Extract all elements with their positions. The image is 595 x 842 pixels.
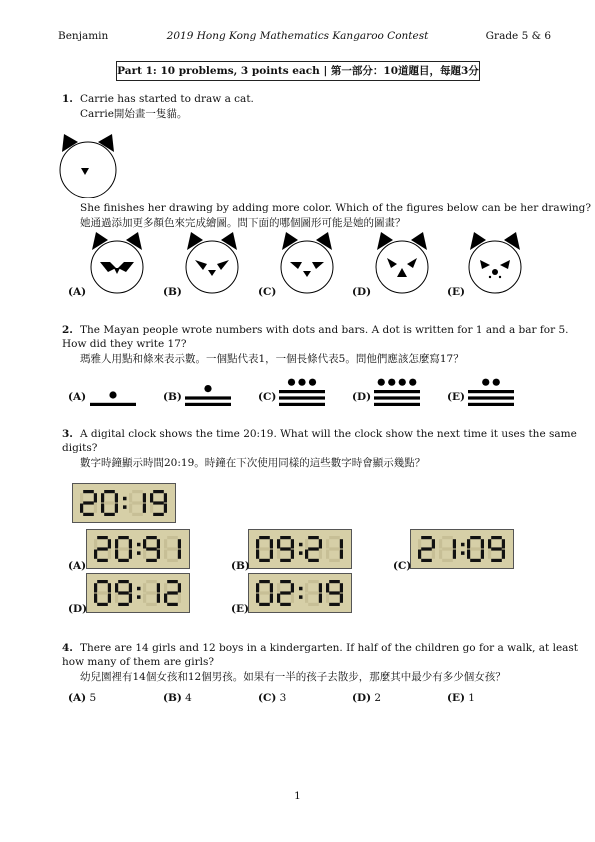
clock-segment [97,559,108,562]
clock-segment [153,490,164,493]
cat-start-figure [56,134,120,198]
q4-option-e-value: 1 [468,692,475,704]
clock-segment [94,594,97,603]
clock-segment [340,550,343,559]
clock-segment [256,583,259,592]
mayan-option-a[interactable] [88,372,138,406]
clock-segment [326,583,329,592]
clock-segment [491,559,502,562]
mayan-dot [298,379,305,386]
clock-segment [291,539,294,548]
clock-segment [277,594,280,603]
clock-option-c[interactable] [410,529,514,569]
clock-segment [481,539,484,548]
mayan-bar [468,396,514,399]
clock-segment [143,583,146,592]
clock-segment [115,539,118,548]
clock-segment [153,501,164,504]
clock-segment [270,583,273,592]
clock-segment [157,550,160,559]
clock-segment [143,550,146,559]
clock-segment [164,594,167,603]
clock-option-b-digits [254,533,346,565]
q1-option-d-label: (D) [352,286,372,298]
mayan-bar [374,396,420,399]
clock-segment [442,559,453,562]
clock-option-b[interactable] [248,529,352,569]
clock-segment [259,580,270,583]
clock-segment [167,580,178,583]
q2-option-e-label: (E) [447,391,465,403]
clock-option-e-digits [254,577,346,609]
clock-segment [259,536,270,539]
clock-segment [270,594,273,603]
q1-text2-en: She finishes her drawing by adding more color. Which of the figures below can be her drawing? [80,202,592,214]
clock-segment [280,591,291,594]
clock-segment [118,580,129,583]
clock-segment [491,547,502,550]
clock-segment [280,603,291,606]
q3-option-c-label: (C) [393,560,412,572]
clock-segment [259,559,270,562]
clock-segment [115,594,118,603]
clock-segment [150,504,153,513]
clock-colon-dot [123,497,127,501]
mayan-bar [374,390,420,393]
clock-segment [418,550,421,559]
mayan-dot [204,385,211,392]
clock-segment [308,603,319,606]
clock-segment [326,550,329,559]
clock-segment [280,580,291,583]
q3-option-d-label: (D) [68,603,88,615]
clock-segment [259,591,270,594]
clock-segment [97,591,108,594]
clock-segment [277,539,280,548]
clock-colon-dot [137,543,141,547]
clock-segment [146,547,157,550]
clock-segment [129,594,132,603]
q1-text2-zh: 她通過添加更多顏色來完成繪圖。問下面的哪個圖形可能是她的圖畫？ [80,217,406,229]
clock-segment [308,580,319,583]
clock-segment [178,550,181,559]
clock-segment [491,536,502,539]
clock-segment [83,490,94,493]
q4-option-e[interactable]: (E) 1 [447,692,475,704]
clock-segment [421,547,432,550]
clock-segment [104,490,115,493]
q4-option-d[interactable]: (D) 2 [352,692,382,704]
clock-colon-dot [123,505,127,509]
clock-segment [280,536,291,539]
q1-option-b-label: (B) [163,286,182,298]
q2-number: 2. [62,324,73,336]
clock-segment [326,594,329,603]
clock-segment [291,550,294,559]
clock-segment [308,591,319,594]
clock-segment [129,539,132,548]
clock-segment [164,583,167,592]
clock-segment [164,550,167,559]
clock-segment [467,539,470,548]
mayan-dot [409,379,416,386]
clock-segment [329,603,340,606]
clock-segment [305,539,308,548]
clock-segment [132,513,143,516]
q4-option-a[interactable]: (A) 5 [68,692,97,704]
clock-segment [470,559,481,562]
clock-colon-dot [137,551,141,555]
clock-colon-dot [137,587,141,591]
clock-segment [146,580,157,583]
clock-segment [432,539,435,548]
cat-option-d[interactable] [371,232,433,294]
q4-option-b-value: 4 [185,692,192,704]
clock-segment [308,559,319,562]
clock-segment [143,594,146,603]
clock-segment [129,504,132,513]
clock-segment [104,513,115,516]
clock-segment [439,550,442,559]
part-title: Part 1: 10 problems, 3 points each | 第一部分：10道題目，每題3分 [116,61,480,81]
mayan-dot [388,379,395,386]
clock-segment [153,513,164,516]
clock-segment [167,559,178,562]
clock-colon-dot [461,543,465,547]
q2-text-zh: 瑪雅人用點和條來表示數。一個點代表1，一個長條代表5。問他們應該怎麼寫17？ [80,353,464,365]
clock-segment [94,539,97,548]
clock-colon-dot [461,551,465,555]
clock-segment [432,550,435,559]
mayan-dot [378,379,385,386]
page-number: 1 [294,790,301,802]
clock-segment [308,547,319,550]
clock-option-d-digits [92,577,184,609]
clock-segment [97,580,108,583]
clock-segment [439,539,442,548]
clock-segment [97,536,108,539]
q3-text-zh: 數字時鐘顯示時間20:19。時鐘在下次使用同樣的這些數字時會顯示幾點？ [80,457,426,469]
mayan-option-b[interactable] [183,372,233,406]
mayan-option-e[interactable] [466,366,516,406]
q3-option-a-label: (A) [68,560,87,572]
mayan-bar [468,403,514,406]
q1-text-zh: Carrie開始畫一隻貓。 [80,108,188,120]
clock-option-e[interactable] [248,573,352,613]
clock-segment [83,501,94,504]
clock-option-a[interactable] [86,529,190,569]
clock-segment [83,513,94,516]
clock-colon-dot [299,595,303,599]
clock-segment [97,547,108,550]
q2-text-en-1: The Mayan people wrote numbers with dots and bars. A dot is written for 1 and a bar for 5. [80,324,569,336]
clock-segment [143,493,146,502]
clock-segment [115,493,118,502]
clock-segment [118,603,129,606]
clock-segment [256,550,259,559]
clock-colon-dot [137,595,141,599]
clock-segment [146,603,157,606]
mayan-bar [279,390,325,393]
q4-option-b[interactable]: (B) 4 [163,692,192,704]
clock-segment [329,591,340,594]
clock-segment [280,547,291,550]
clock-segment [150,493,153,502]
clock-segment [259,603,270,606]
q1-option-a-label: (A) [68,286,87,298]
clock-segment [305,583,308,592]
clock-segment [167,603,178,606]
clock-segment [277,583,280,592]
clock-segment [178,594,181,603]
clock-segment [129,493,132,502]
clock-segment [453,539,456,548]
clock-segment [442,536,453,539]
clock-segment [305,594,308,603]
mayan-bar [90,403,136,406]
clock-segment [118,547,129,550]
clock-segment [157,594,160,603]
clock-segment [418,539,421,548]
mayan-dot [482,379,489,386]
clock-segment [291,583,294,592]
cat-option-b[interactable] [181,232,243,294]
q1-text-en: Carrie has started to draw a cat. [80,93,254,105]
clock-segment [132,490,143,493]
clock-segment [453,550,456,559]
mayan-bar [279,403,325,406]
clock-segment [164,539,167,548]
clock-segment [167,591,178,594]
clock-segment [178,583,181,592]
q2-text-en-2: How did they write 17? [62,338,187,350]
clock-segment [167,536,178,539]
clock-segment [118,559,129,562]
mayan-dot [493,379,500,386]
clock-colon-dot [299,587,303,591]
clock-segment [256,594,259,603]
clock-segment [467,550,470,559]
q2-option-a-label: (A) [68,391,87,403]
mayan-option-c[interactable] [277,366,327,406]
clock-segment [488,550,491,559]
clock-segment [157,539,160,548]
clock-segment [143,504,146,513]
q3-text-en-2: digits? [62,442,98,454]
header-author: Benjamin [58,30,109,42]
q1-option-e-label: (E) [447,286,465,298]
cat-option-c[interactable] [276,232,338,294]
clock-colon-dot [299,543,303,547]
clock-segment [421,559,432,562]
clock-segment [502,550,505,559]
clock-segment [308,536,319,539]
clock-segment [470,547,481,550]
clock-segment [291,594,294,603]
clock-segment [167,547,178,550]
clock-segment [115,583,118,592]
mayan-bar [185,403,231,406]
clock-segment [108,583,111,592]
clock-segment [94,583,97,592]
clock-segment [143,539,146,548]
clock-segment [97,603,108,606]
clock-option-c-digits [416,533,508,565]
clock-segment [164,504,167,513]
clock-segment [104,501,115,504]
clock-segment [94,550,97,559]
clock-segment [329,547,340,550]
clock-segment [115,550,118,559]
q4-option-c-value: 3 [279,692,287,704]
clock-segment [481,550,484,559]
q3-option-b-label: (B) [231,560,250,572]
clock-segment [101,504,104,513]
clock-segment [94,493,97,502]
clock-segment [502,539,505,548]
clock-segment [94,504,97,513]
clock-segment [157,583,160,592]
q2-option-d-label: (D) [352,391,372,403]
clock-colon-dot [299,551,303,555]
clock-segment [80,504,83,513]
clock-segment [340,539,343,548]
q4-number: 4. [62,642,73,654]
clock-segment [319,550,322,559]
mayan-bar [374,403,420,406]
clock-segment [146,536,157,539]
clock-segment [118,591,129,594]
clock-segment [329,580,340,583]
clock-segment [340,594,343,603]
q1-option-c-label: (C) [258,286,277,298]
q1-number: 1. [62,93,73,105]
clock-option-d[interactable] [86,573,190,613]
clock-segment [164,493,167,502]
clock-segment [319,583,322,592]
cat-option-a[interactable] [86,232,148,294]
q4-option-c[interactable]: (C) 3 [258,692,287,704]
q4-text-en-1: There are 14 girls and 12 boys in a kindergarten. If half of the children go for a walk, at least [80,642,579,654]
q3-number: 3. [62,428,73,440]
header-grade: Grade 5 & 6 [485,30,551,42]
clock-segment [80,493,83,502]
clock-segment [319,594,322,603]
clock-segment [108,539,111,548]
q4-text-zh: 幼兒園裡有14個女孩和12個男孩。如果有一半的孩子去散步，那麼其中最少有多少個女孩？ [80,671,506,683]
clock-segment [270,539,273,548]
clock-segment [115,504,118,513]
clock-segment [118,536,129,539]
mayan-dot [399,379,406,386]
q4-text-en-2: how many of them are girls? [62,656,214,668]
clock-segment [129,550,132,559]
clock-segment [259,547,270,550]
clock-segment [270,550,273,559]
clock-segment [470,536,481,539]
clock-segment [329,536,340,539]
clock-segment [329,559,340,562]
clock-segment [146,591,157,594]
mayan-dot [288,379,295,386]
clock-segment [132,501,143,504]
clock-segment [488,539,491,548]
clock-segment [277,550,280,559]
clock-segment [146,559,157,562]
clock-segment [326,539,329,548]
mayan-dot [109,391,116,398]
header-title: 2019 Hong Kong Mathematics Kangaroo Contest [166,30,429,42]
q4-option-d-value: 2 [374,692,382,704]
q3-option-e-label: (E) [231,603,249,615]
clock-option-a-digits [92,533,184,565]
clock-segment [108,550,111,559]
mayan-bar [279,396,325,399]
clock-segment [305,550,308,559]
mayan-dot [309,379,316,386]
q4-option-a-value: 5 [89,692,97,704]
q3-text-en-1: A digital clock shows the time 20:19. What will the clock show the next time it uses the same [80,428,577,440]
q2-option-b-label: (B) [163,391,182,403]
clock-start [72,483,176,523]
mayan-bar [185,396,231,399]
clock-segment [108,594,111,603]
clock-start-digits [78,487,170,519]
clock-segment [319,539,322,548]
clock-segment [101,493,104,502]
clock-segment [256,539,259,548]
clock-segment [340,583,343,592]
cat-option-e[interactable] [464,232,526,294]
clock-segment [129,583,132,592]
q2-option-c-label: (C) [258,391,277,403]
mayan-bar [468,390,514,393]
clock-segment [280,559,291,562]
clock-segment [421,536,432,539]
clock-segment [178,539,181,548]
clock-segment [442,547,453,550]
mayan-option-d[interactable] [372,366,422,406]
